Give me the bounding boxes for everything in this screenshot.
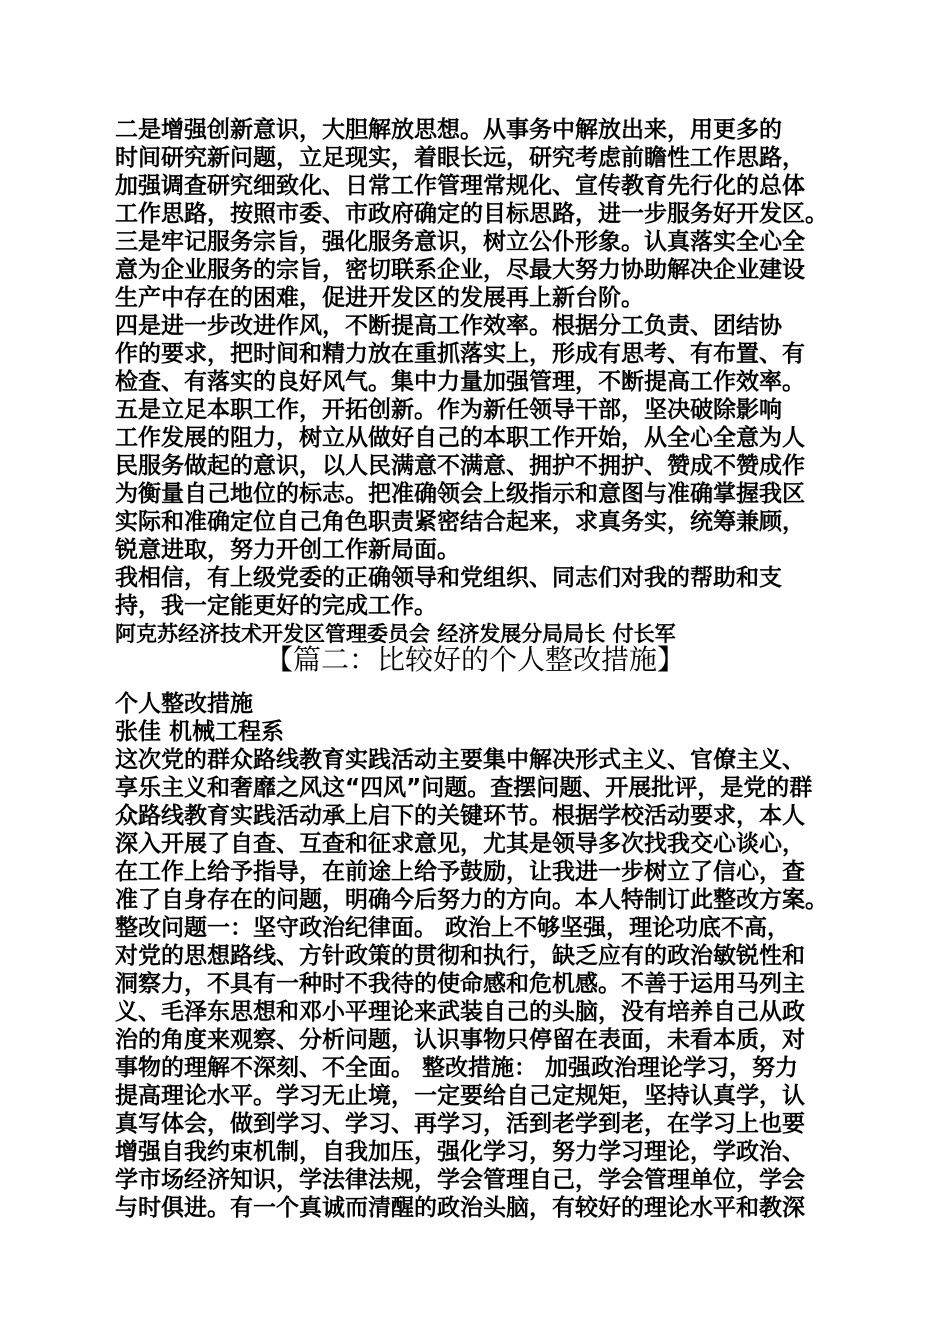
text-line-top-16: 锐意进取，努力开创工作新局面。 [115, 537, 460, 563]
text-line-top-14: 为衡量自己地位的标志。把准确领会上级指示和意图与准确掌握我区 [115, 481, 805, 507]
text-line-top-13: 民服务做起的意识，以人民满意不满意、拥护不拥护、赞成不赞成作 [115, 453, 805, 479]
text-line-top-8: 四是进一步改进作风，不断提高工作效率。根据分工负责、团结协 [115, 313, 782, 339]
text-line-bottom-3: 这次党的群众路线教育实践活动主要集中解决形式主义、官僚主义、 [115, 747, 805, 773]
text-line-top-7: 生产中存在的困难，促进开发区的发展再上新台阶。 [115, 285, 644, 311]
text-line-bottom-15: 提高理论水平。学习无止境，一定要给自己定规矩，坚持认真学，认 [115, 1083, 805, 1109]
text-line-bottom-12: 义、毛泽东思想和邓小平理论来武装自己的头脑，没有培养自己从政 [115, 999, 805, 1025]
text-line-bottom-10: 对党的思想路线、方针政策的贯彻和执行，缺乏应有的政治敏锐性和 [115, 943, 805, 969]
text-line-top-5: 三是牢记服务宗旨，强化服务意识，树立公仆形象。认真落实全心全 [115, 229, 805, 255]
text-line-bottom-7: 在工作上给予指导，在前途上给予鼓励，让我进一步树立了信心，查 [115, 859, 805, 885]
text-line-top-3: 加强调查研究细致化、日常工作管理常规化、宣传教育先行化的总体 [115, 173, 805, 199]
text-line-bottom-18: 学市场经济知识，学法律法规，学会管理自己，学会管理单位，学会 [115, 1167, 805, 1193]
signature-line: 阿克苏经济技术开发区管理委员会 经济发展分局局长 付长军 [115, 622, 676, 646]
text-line-bottom-8: 准了自身存在的问题，明确今后努力的方向。本人特制订此整改方案。 [115, 887, 828, 913]
text-line-top-2: 时间研究新问题，立足现实，着眼长远，研究考虑前瞻性工作思路， [115, 145, 805, 171]
text-line-bottom-5: 众路线教育实践活动承上启下的关键环节。根据学校活动要求，本人 [115, 803, 805, 829]
text-line-top-4: 工作思路，按照市委、市政府确定的目标思路，进一步服务好开发区。 [115, 201, 828, 227]
text-line-bottom-14: 事物的理解不深刻、不全面。 整改措施： 加强政治理论学习，努力 [115, 1055, 799, 1081]
text-line-top-12: 工作发展的阻力，树立从做好自己的本职工作开始，从全心全意为人 [115, 425, 805, 451]
text-line-bottom-1: 个人整改措施 [115, 691, 253, 717]
text-line-bottom-6: 深入开展了自查、互查和征求意见，尤其是领导多次找我交心谈心， [115, 831, 805, 857]
text-line-top-17: 我相信，有上级党委的正确领导和党组织、同志们对我的帮助和支 [115, 565, 782, 591]
text-line-bottom-11: 洞察力，不具有一种时不我待的使命感和危机感。不善于运用马列主 [115, 971, 805, 997]
text-line-top-6: 意为企业服务的宗旨，密切联系企业，尽最大努力协助解决企业建设 [115, 257, 805, 283]
text-line-top-18: 持，我一定能更好的完成工作。 [115, 593, 437, 619]
text-line-bottom-19: 与时俱进。有一个真诚而清醒的政治头脑，有较好的理论水平和教深 [115, 1195, 805, 1221]
text-line-bottom-16: 真写体会，做到学习、学习、再学习，活到老学到老，在学习上也要 [115, 1111, 805, 1137]
text-line-bottom-2: 张佳 机械工程系 [115, 719, 285, 745]
text-line-bottom-4: 享乐主义和奢靡之风这“四风”问题。查摆问题、开展批评，是党的群 [115, 775, 813, 801]
text-line-bottom-17: 增强自我约束机制，自我加压，强化学习，努力学习理论，学政治、 [115, 1139, 805, 1165]
text-line-top-15: 实际和准确定位自己角色职责紧密结合起来，求真务实，统筹兼顾， [115, 509, 805, 535]
section-heading: 【篇二：比较好的个人整改措施】 [264, 643, 685, 676]
text-line-top-1: 二是增强创新意识，大胆解放思想。从事务中解放出来，用更多的 [115, 117, 782, 143]
text-line-top-10: 检查、有落实的良好风气。集中力量加强管理，不断提高工作效率。 [115, 369, 805, 395]
text-line-bottom-13: 治的角度来观察、分析问题，认识事物只停留在表面，未看本质，对 [115, 1027, 805, 1053]
text-line-top-11: 五是立足本职工作，开拓创新。作为新任领导干部，坚决破除影响 [115, 397, 782, 423]
text-line-bottom-9: 整改问题一：坚守政治纪律面。 政治上不够坚强，理论功底不高， [115, 915, 791, 941]
text-line-top-9: 作的要求，把时间和精力放在重抓落实上，形成有思考、有布置、有 [115, 341, 805, 367]
